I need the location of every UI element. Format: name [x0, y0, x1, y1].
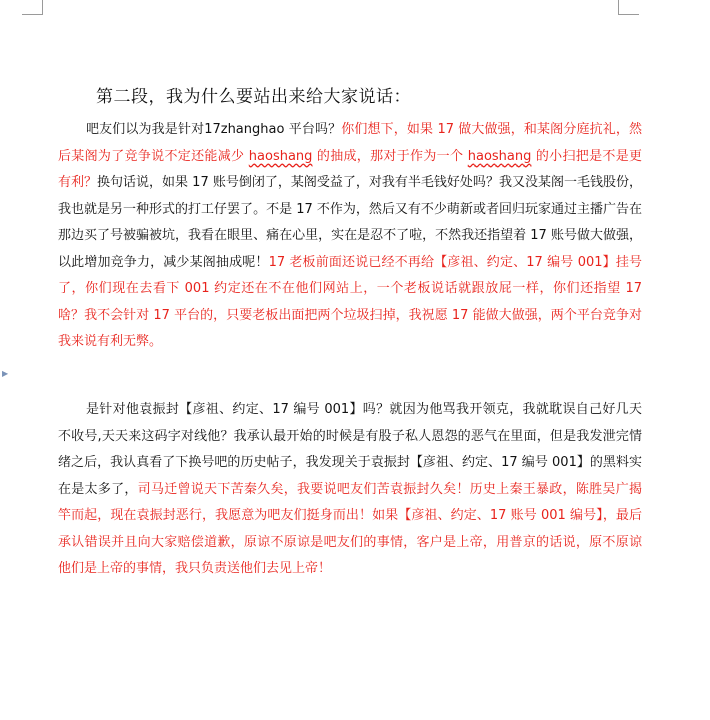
text-run-red: 的抽成，那对于作为一个: [312, 148, 468, 164]
spellcheck-word: haoshang: [248, 148, 313, 164]
crop-mark-top-left: [22, 0, 43, 15]
text-run-red: 的小扫把是不是更有利？: [58, 148, 643, 190]
text-run: 换句话说，如果 17 账号倒闭了，某阁受益了，对我有半毛钱好处吗？我又没某阁一毛钱股份，我也就是另一种形式的打工仔罢了。不是 17 不作为，然后又有不少萌新或者回归玩家通过主播广告在那边买了号被骗被坑，我看在眼里、痛在心里，实在是忍不了啦，不然我还指望着 17 账号做大做强，以此增加竞争力，减少某阁抽成呢！: [58, 175, 642, 270]
crop-mark-top-right: [618, 0, 639, 15]
paragraph-1: [58, 117, 642, 356]
spellcheck-word: haoshang: [467, 148, 532, 164]
section-heading: 第二段，我为什么要站出来给大家说话：: [96, 87, 411, 107]
text-run-red: 17 老板前面还说已经不再给【彦祖、约定、17 编号 001】挂号了，你们现在去看下 001 约定还在不在他们网站上，一个老板说话就跟放屁一样，你们还指望 17 啥？我不会针对 17 平台的，只要老板出面把两个垃圾扫掉，我祝愿 17 能做大做强，两个平台竞争对我来说有利无弊。: [58, 254, 642, 349]
text-run: 吧友们以为我是针对17zhanghao 平台吗？: [86, 122, 342, 137]
text-run: 是针对他袁振封【彦祖、约定、17 编号 001】吗？就因为他骂我开领克，我就耽误自己好几天不收号,天天来这码字对线他？我承认最开始的时候是有股子私人恩怨的恶气在里面，但是我发泄完情绪之后，我认真看了下换号吧的历史帖子，我发现关于袁振封【彦祖、约定、17 编号 001】的黑料实在是太多了，: [58, 402, 642, 497]
paragraph-2: [58, 397, 642, 583]
text-run-red: 司马迁曾说天下苦秦久矣，我要说吧友们苦袁振封久矣！历史上秦王暴政，陈胜吴广揭竿而起，现在袁振封恶行，我愿意为吧友们挺身而出！如果【彦祖、约定、17 账号 001 编号】，最后承认错误并且向大家赔偿道歉，原谅不原谅是吧友们的事情，客户是上帝，用普京的话说，原不原谅他们是上帝的事情，我只负责送他们去见上帝！: [58, 481, 642, 576]
text-run-red: 你们想下，如果 17 做大做强，和某阁分庭抗礼，然后某阁为了竞争说不定还能减少: [58, 122, 642, 164]
margin-marker-icon: ▶: [2, 369, 9, 378]
